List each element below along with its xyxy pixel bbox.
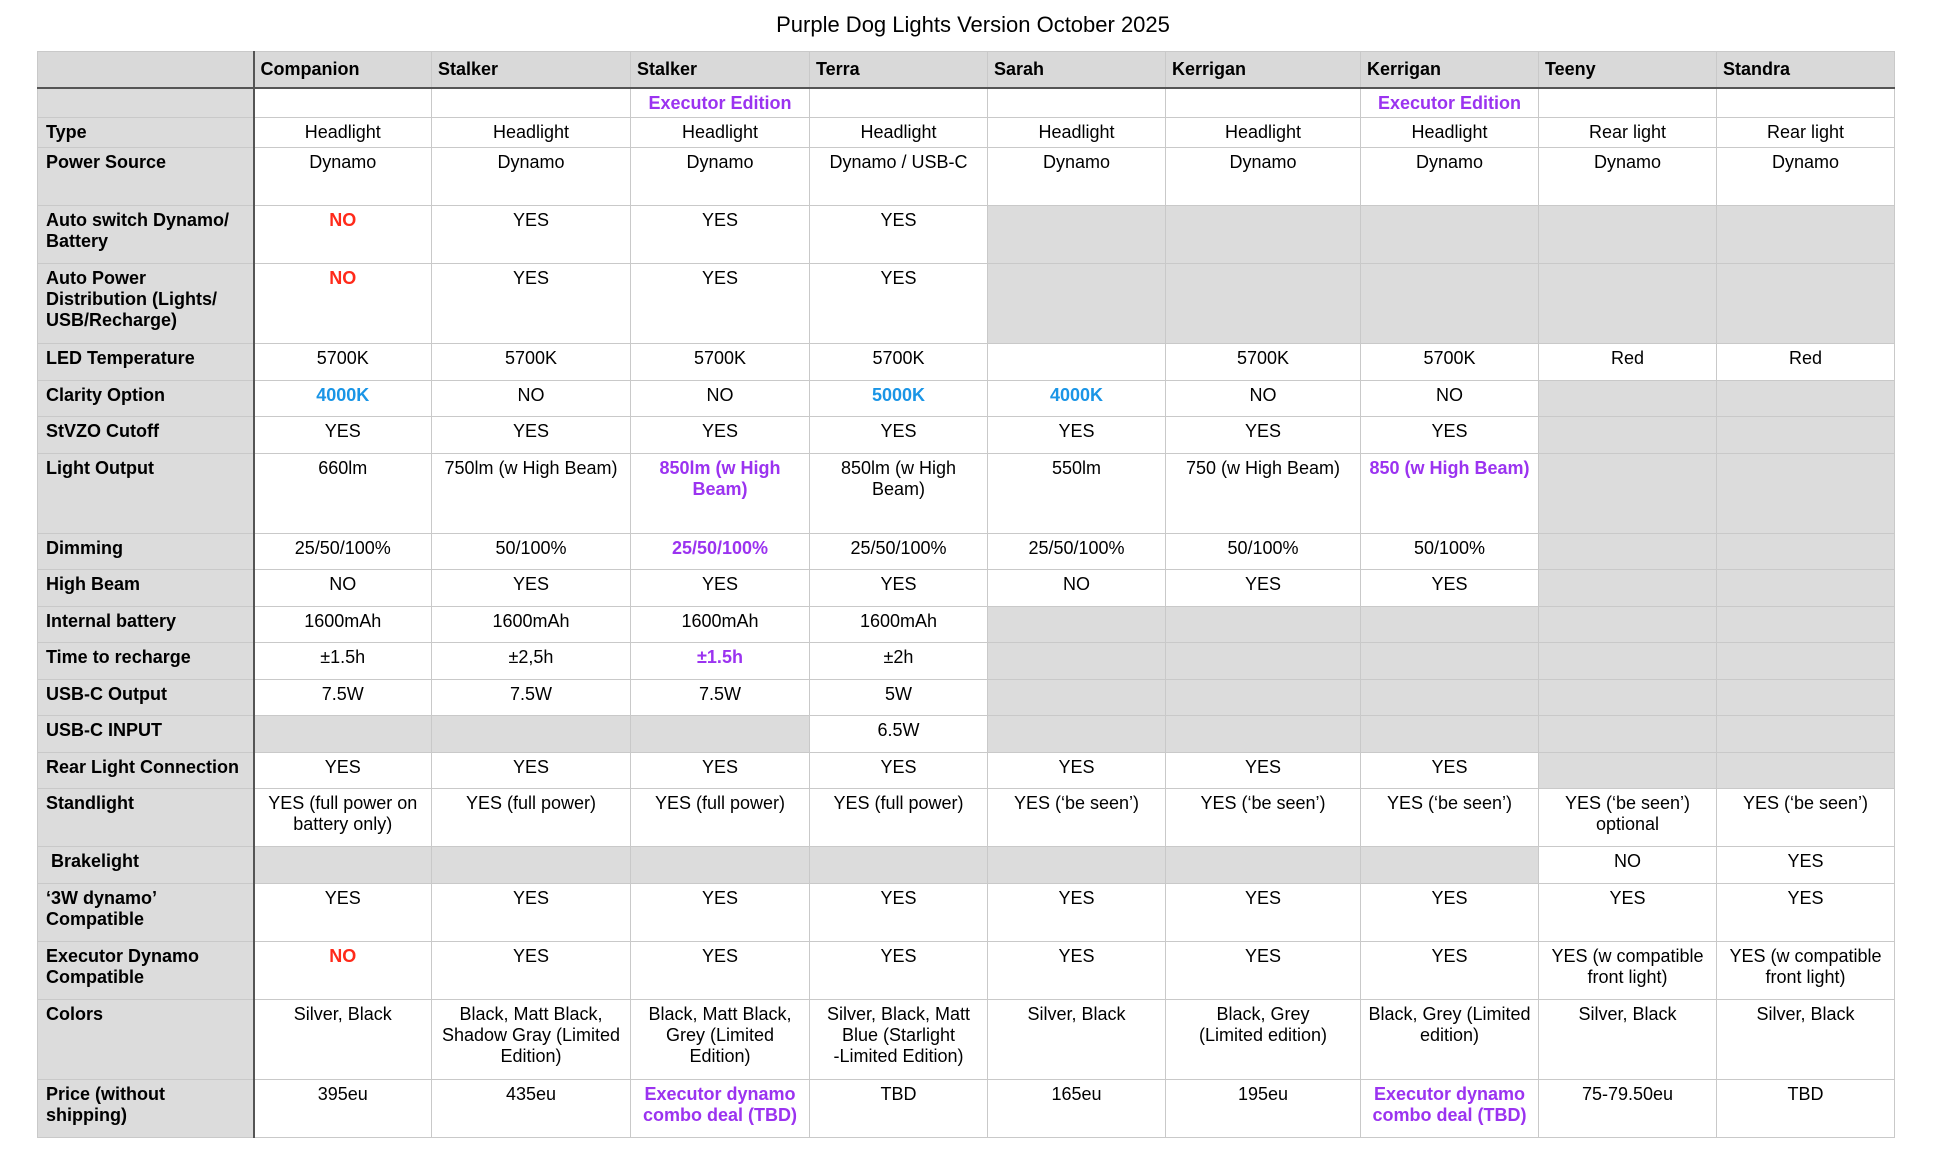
empty-cell (1539, 417, 1717, 454)
table-cell: 5700K (254, 344, 432, 381)
table-cell: YES (1717, 847, 1895, 884)
table-cell: YES (810, 884, 988, 942)
empty-cell (1166, 643, 1361, 680)
table-cell: YES (full power) (810, 789, 988, 847)
table-cell: YES (‘be seen’) optional (1539, 789, 1717, 847)
empty-cell (1539, 454, 1717, 534)
table-cell: 5000K (810, 381, 988, 417)
empty-cell (1717, 643, 1895, 680)
table-cell: 5W (810, 680, 988, 716)
edition-label-cell (38, 88, 254, 118)
table-cell: 1600mAh (810, 607, 988, 643)
table-cell: YES (‘be seen’) (1361, 789, 1539, 847)
row-label: Executor Dynamo Compatible (38, 942, 254, 1000)
empty-cell (254, 716, 432, 753)
table-cell: YES (1166, 884, 1361, 942)
table-cell: YES (1166, 417, 1361, 454)
empty-cell (631, 847, 810, 884)
empty-cell (1361, 716, 1539, 753)
empty-cell (1717, 607, 1895, 643)
table-row (38, 570, 1895, 607)
empty-cell (1166, 847, 1361, 884)
table-cell: YES (1717, 884, 1895, 942)
table-row (38, 454, 1895, 534)
table-row (38, 1080, 1895, 1138)
table-cell: 7.5W (432, 680, 631, 716)
empty-cell (1539, 753, 1717, 789)
table-cell: YES (631, 884, 810, 942)
table-cell: Executor dynamo combo deal (TBD) (631, 1080, 810, 1138)
table-cell: YES (‘be seen’) (1717, 789, 1895, 847)
row-label: StVZO Cutoff (38, 417, 254, 454)
table-cell: 4000K (988, 381, 1166, 417)
empty-cell (1717, 716, 1895, 753)
row-label: Dimming (38, 534, 254, 570)
table-row (38, 148, 1895, 206)
table-cell: TBD (810, 1080, 988, 1138)
empty-cell (1717, 417, 1895, 454)
table-row (38, 344, 1895, 381)
table-cell: Black, Matt Black, Shadow Gray (Limited Edition) (432, 1000, 631, 1080)
row-label: High Beam (38, 570, 254, 607)
row-label: Colors (38, 1000, 254, 1080)
table-cell: YES (432, 417, 631, 454)
empty-cell (1539, 534, 1717, 570)
empty-cell (1361, 206, 1539, 264)
table-cell: NO (1166, 381, 1361, 417)
table-cell: 750lm (w High Beam) (432, 454, 631, 534)
table-cell: Rear light (1717, 118, 1895, 148)
empty-cell (988, 206, 1166, 264)
table-cell: YES (432, 206, 631, 264)
table-cell: Headlight (1166, 118, 1361, 148)
table-cell: 550lm (988, 454, 1166, 534)
header-row (38, 52, 1895, 88)
table-cell: NO (254, 570, 432, 607)
table-row (38, 680, 1895, 716)
row-label: Rear Light Connection (38, 753, 254, 789)
table-cell: Silver, Black (988, 1000, 1166, 1080)
table-cell: NO (988, 570, 1166, 607)
edition-cell (1166, 88, 1361, 118)
table-cell: YES (988, 753, 1166, 789)
empty-cell (1166, 206, 1361, 264)
row-label: Light Output (38, 454, 254, 534)
column-header: Kerrigan (1361, 52, 1539, 88)
row-label: Auto Power Distribution (Lights/ USB/Recharge) (38, 264, 254, 344)
table-cell: 1600mAh (631, 607, 810, 643)
table-cell: YES (810, 417, 988, 454)
table-cell: Silver, Black (254, 1000, 432, 1080)
table-cell: YES (631, 206, 810, 264)
table-cell: 660lm (254, 454, 432, 534)
table-cell: Dynamo (1539, 148, 1717, 206)
empty-cell (1166, 680, 1361, 716)
table-row (38, 1000, 1895, 1080)
table-cell: YES (1361, 942, 1539, 1000)
table-cell: YES (1166, 570, 1361, 607)
column-header: Stalker (631, 52, 810, 88)
row-label: ‘3W dynamo’ Compatible (38, 884, 254, 942)
row-label: Type (38, 118, 254, 148)
row-label: USB-C INPUT (38, 716, 254, 753)
table-cell: 75-79.50eu (1539, 1080, 1717, 1138)
table-row (38, 381, 1895, 417)
table-cell: 5700K (631, 344, 810, 381)
table-cell: YES (1361, 417, 1539, 454)
empty-cell (1717, 381, 1895, 417)
table-cell: YES (432, 884, 631, 942)
empty-cell (1539, 381, 1717, 417)
table-row (38, 417, 1895, 454)
empty-cell (1166, 264, 1361, 344)
empty-cell (1361, 680, 1539, 716)
empty-cell (988, 643, 1166, 680)
table-cell: YES (810, 264, 988, 344)
table-cell: YES (1361, 570, 1539, 607)
empty-cell (988, 264, 1166, 344)
table-cell: Headlight (810, 118, 988, 148)
table-row (38, 534, 1895, 570)
table-cell: Dynamo (1361, 148, 1539, 206)
table-cell: 50/100% (432, 534, 631, 570)
table-cell: Dynamo (631, 148, 810, 206)
table-cell: YES (810, 206, 988, 264)
table-cell: ±2,5h (432, 643, 631, 680)
row-label: Clarity Option (38, 381, 254, 417)
table-cell: YES (‘be seen’) (1166, 789, 1361, 847)
table-cell: 165eu (988, 1080, 1166, 1138)
table-cell: YES (1166, 753, 1361, 789)
empty-cell (1717, 454, 1895, 534)
table-cell: YES (254, 753, 432, 789)
table-cell: YES (1539, 884, 1717, 942)
table-cell: 5700K (432, 344, 631, 381)
table-cell: NO (254, 264, 432, 344)
table-cell: YES (631, 264, 810, 344)
row-label: USB-C Output (38, 680, 254, 716)
table-cell: Black, Grey (Limited edition) (1361, 1000, 1539, 1080)
table-cell: NO (631, 381, 810, 417)
table-cell: 7.5W (254, 680, 432, 716)
empty-cell (1539, 607, 1717, 643)
comparison-table (37, 51, 1895, 1138)
table-cell: 25/50/100% (988, 534, 1166, 570)
table-cell: Silver, Black (1717, 1000, 1895, 1080)
table-cell: YES (1361, 753, 1539, 789)
table-cell: NO (254, 206, 432, 264)
table-cell: Dynamo (1166, 148, 1361, 206)
table-cell: 5700K (1166, 344, 1361, 381)
row-label: Power Source (38, 148, 254, 206)
empty-cell (432, 847, 631, 884)
table-cell: YES (432, 753, 631, 789)
empty-cell (1166, 607, 1361, 643)
table-cell: YES (w compatible front light) (1717, 942, 1895, 1000)
table-cell: ±2h (810, 643, 988, 680)
row-label: LED Temperature (38, 344, 254, 381)
column-header: Terra (810, 52, 988, 88)
column-header: Sarah (988, 52, 1166, 88)
edition-cell: Executor Edition (631, 88, 810, 118)
edition-cell (432, 88, 631, 118)
row-label: Brakelight (38, 847, 254, 884)
table-cell: Dynamo (988, 148, 1166, 206)
table-cell: Dynamo / USB-C (810, 148, 988, 206)
empty-cell (988, 607, 1166, 643)
table-cell: YES (631, 570, 810, 607)
empty-cell (432, 716, 631, 753)
table-cell: 850lm (w High Beam) (631, 454, 810, 534)
table-cell: 25/50/100% (810, 534, 988, 570)
table-cell: ±1.5h (254, 643, 432, 680)
empty-cell (1539, 680, 1717, 716)
table-cell: YES (810, 753, 988, 789)
page-title: Purple Dog Lights Version October 2025 (776, 12, 1170, 37)
table-cell: 395eu (254, 1080, 432, 1138)
table-cell: 25/50/100% (631, 534, 810, 570)
table-cell: YES (full power on battery only) (254, 789, 432, 847)
table-cell: Headlight (631, 118, 810, 148)
table-cell: YES (631, 753, 810, 789)
table-cell: 4000K (254, 381, 432, 417)
table-cell: 7.5W (631, 680, 810, 716)
edition-cell: Executor Edition (1361, 88, 1539, 118)
column-header: Companion (254, 52, 432, 88)
table-row (38, 847, 1895, 884)
table-cell: YES (1166, 942, 1361, 1000)
table-cell: Headlight (254, 118, 432, 148)
row-label: Internal battery (38, 607, 254, 643)
column-header: Teeny (1539, 52, 1717, 88)
edition-row (38, 88, 1895, 118)
table-cell: NO (432, 381, 631, 417)
table-row (38, 884, 1895, 942)
table-cell: YES (full power) (432, 789, 631, 847)
table-cell: 195eu (1166, 1080, 1361, 1138)
table-cell: Headlight (988, 118, 1166, 148)
table-cell: 850 (w High Beam) (1361, 454, 1539, 534)
edition-cell (254, 88, 432, 118)
table-cell: YES (432, 570, 631, 607)
empty-cell (1717, 680, 1895, 716)
table-cell: Dynamo (432, 148, 631, 206)
table-row (38, 643, 1895, 680)
empty-cell (1361, 264, 1539, 344)
table-row (38, 264, 1895, 344)
table-cell: YES (988, 942, 1166, 1000)
table-cell: Dynamo (254, 148, 432, 206)
empty-cell (254, 847, 432, 884)
empty-cell (1539, 264, 1717, 344)
empty-cell (1717, 264, 1895, 344)
empty-cell (1361, 847, 1539, 884)
table-cell: YES (810, 570, 988, 607)
table-cell: Silver, Black, Matt Blue (Starlight -Limited Edition) (810, 1000, 988, 1080)
table-cell: YES (full power) (631, 789, 810, 847)
table-row (38, 206, 1895, 264)
table-cell: Black, Matt Black, Grey (Limited Edition) (631, 1000, 810, 1080)
table-cell: YES (254, 417, 432, 454)
empty-cell (1166, 716, 1361, 753)
table-cell: Dynamo (1717, 148, 1895, 206)
table-cell: YES (631, 417, 810, 454)
table-cell: 1600mAh (254, 607, 432, 643)
empty-cell (988, 847, 1166, 884)
table-cell: YES (432, 942, 631, 1000)
row-label: Time to recharge (38, 643, 254, 680)
empty-cell (1717, 534, 1895, 570)
header-corner-cell (38, 52, 254, 88)
table-cell: 25/50/100% (254, 534, 432, 570)
table-cell: YES (254, 884, 432, 942)
edition-cell (1539, 88, 1717, 118)
empty-cell (810, 847, 988, 884)
edition-cell (1717, 88, 1895, 118)
table-cell: Silver, Black (1539, 1000, 1717, 1080)
table-cell: YES (631, 942, 810, 1000)
empty-cell (1361, 607, 1539, 643)
table-cell: YES (988, 417, 1166, 454)
empty-cell (1539, 716, 1717, 753)
table-row (38, 118, 1895, 148)
empty-cell (988, 716, 1166, 753)
table-cell: Red (1539, 344, 1717, 381)
table-cell: 435eu (432, 1080, 631, 1138)
table-cell: 50/100% (1361, 534, 1539, 570)
table-cell: NO (254, 942, 432, 1000)
table-cell: YES (1361, 884, 1539, 942)
table-cell: 50/100% (1166, 534, 1361, 570)
edition-cell (988, 88, 1166, 118)
table-cell: 5700K (1361, 344, 1539, 381)
table-cell: Headlight (1361, 118, 1539, 148)
edition-cell (810, 88, 988, 118)
table-row (38, 753, 1895, 789)
table-cell: TBD (1717, 1080, 1895, 1138)
table-cell: YES (‘be seen’) (988, 789, 1166, 847)
table-cell: YES (810, 942, 988, 1000)
table-cell: 750 (w High Beam) (1166, 454, 1361, 534)
column-header: Kerrigan (1166, 52, 1361, 88)
empty-cell (1717, 206, 1895, 264)
table-cell: NO (1539, 847, 1717, 884)
table-cell: Rear light (1539, 118, 1717, 148)
table-cell: 5700K (810, 344, 988, 381)
table-cell: Executor dynamo combo deal (TBD) (1361, 1080, 1539, 1138)
table-row (38, 607, 1895, 643)
table-row (38, 942, 1895, 1000)
empty-cell (988, 680, 1166, 716)
table-cell: 1600mAh (432, 607, 631, 643)
empty-cell (1539, 570, 1717, 607)
column-header: Stalker (432, 52, 631, 88)
empty-cell (1539, 643, 1717, 680)
empty-cell (1539, 206, 1717, 264)
table-cell: YES (432, 264, 631, 344)
row-label: Standlight (38, 789, 254, 847)
empty-cell (1717, 570, 1895, 607)
table-row (38, 789, 1895, 847)
table-row (38, 716, 1895, 753)
table-cell: ±1.5h (631, 643, 810, 680)
row-label: Price (without shipping) (38, 1080, 254, 1138)
table-cell: YES (w compatible front light) (1539, 942, 1717, 1000)
table-cell (988, 344, 1166, 381)
table-cell: Headlight (432, 118, 631, 148)
table-cell: Black, Grey (Limited edition) (1166, 1000, 1361, 1080)
empty-cell (1361, 643, 1539, 680)
table-cell: 6.5W (810, 716, 988, 753)
empty-cell (1717, 753, 1895, 789)
table-cell: 850lm (w High Beam) (810, 454, 988, 534)
row-label: Auto switch Dynamo/ Battery (38, 206, 254, 264)
empty-cell (631, 716, 810, 753)
table-cell: NO (1361, 381, 1539, 417)
column-header: Standra (1717, 52, 1895, 88)
table-cell: YES (988, 884, 1166, 942)
table-cell: Red (1717, 344, 1895, 381)
